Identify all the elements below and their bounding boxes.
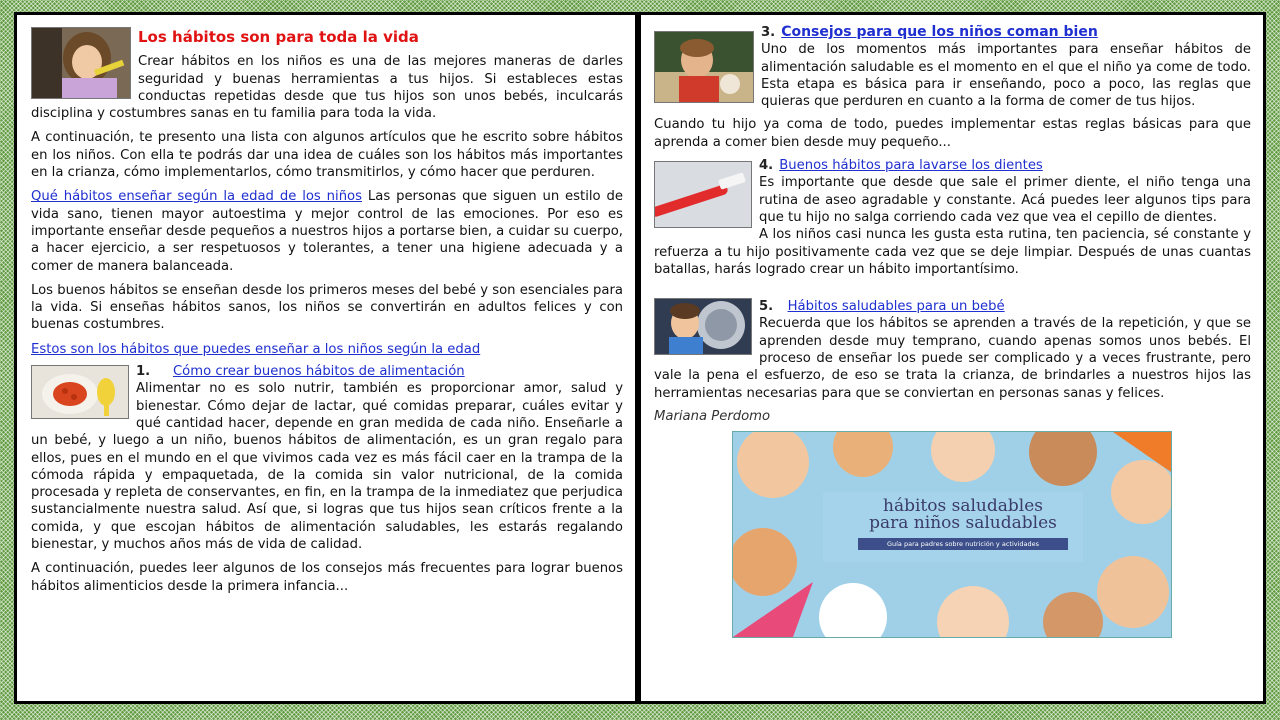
right-panel xyxy=(641,15,1263,701)
book-title-line-2: para niños saludables xyxy=(869,513,1057,534)
intro-paragraph: Crear hábitos en los niños es una de las mejores maneras de darles seguridad y buenas herramientas a tus hijos. Si estableces estas conductas repetidas desde que tus hijos son unos bebés, inculcarás disciplina y costumbres sanas en tu familia para toda la vida. xyxy=(31,54,623,122)
girl-photo xyxy=(31,27,131,99)
child-eating-photo xyxy=(654,31,754,103)
item-1-text: Alimentar no es solo nutrir, también es proporcionar amor, salud y bienestar. Cómo dejar de lactar, qué comidas preparar, cuáles evitar y qué cantidad hacer, depende en gran medida de cada niño. Enseñarle a un bebé, y luego a un niño, buenos hábitos de alimentación, es un gran regalo para ellos, pues en el mundo en el que vivimos cada vez es más fácil caer en la trampa de la cómoda rápida y empaquetada, de la comida sin valor nutricional, de la comida procesada y repleta de conservantes, en fin, en la trampa de la inmediatez que perjudica sustancialmente nuestra salud. Así que, si logras que tus hijos sean críticos frente a la comida, y que escojan hábitos de alimentación saludables, les estarás regalando bienestar, y muchos años más de vida de calidad. xyxy=(31,381,623,553)
item-4-text: Es importante que desde que sale el primer diente, el niño tenga una rutina de aseo agradable y constante. Acá puedes leer algunos tips para que tu hijo no salga corriendo cada vez que vea el cepillo de dientes. xyxy=(759,175,1251,225)
book-title xyxy=(843,498,1083,532)
toothbrush-photo xyxy=(654,161,752,228)
habits-by-age-paragraph xyxy=(31,188,623,274)
author-name: Mariana Perdomo xyxy=(654,408,771,424)
article-title: Los hábitos son para toda la vida xyxy=(138,28,419,46)
book-title-line-1: hábitos saludables xyxy=(883,496,1043,517)
habits-age-link-paragraph xyxy=(31,341,623,358)
page-frame xyxy=(14,12,1266,704)
book-cover-image xyxy=(732,431,1172,638)
item-3-text-2: Cuando tu hijo ya coma de todo, puedes implementar estas reglas básicas para que aprenda a comer bien desde muy pequeño... xyxy=(654,117,1251,150)
closing-paragraph: A continuación, puedes leer algunos de los consejos más frecuentes para lograr buenos hábitos alimenticios desde la primera infancia... xyxy=(31,561,623,594)
habits-by-age-link-2[interactable]: Estos son los hábitos que puedes enseñar a los niños según la edad xyxy=(31,341,481,357)
book-subtitle: Guía para padres sobre nutrición y actividades xyxy=(858,538,1068,550)
good-habits-paragraph: Los buenos hábitos se enseñan desde los primeros meses del bebé y son esenciales para la vida. Si enseñas hábitos sanos, los niños se convertirán en adultos felices y con buenas costumbres. xyxy=(31,282,623,333)
left-panel xyxy=(17,15,635,701)
item-3-number: 3. xyxy=(761,25,776,40)
habits-by-age-link[interactable]: Qué hábitos enseñar según la edad de los niños xyxy=(31,189,362,205)
item-4-link[interactable]: Buenos hábitos para lavarse los dientes xyxy=(779,158,1043,174)
baby-photo xyxy=(654,298,752,355)
food-photo xyxy=(31,365,129,419)
item-3-text: Uno de los momentos más importantes para enseñar hábitos de alimentación saludable es el momento en el que el niño ya come de todo. Esta etapa es básica para ir enseñando, poco a poco, las reglas que quieras que perduren en cuanto a la forma de comer de tus hijos. xyxy=(761,42,1251,110)
item-5-link[interactable]: Hábitos saludables para un bebé xyxy=(787,299,1005,315)
item-4-number: 4. xyxy=(759,158,774,174)
item-5-text: Recuerda que los hábitos se aprenden a través de la repetición, y que se aprenden desde muy temprano, cuando apenas somos unos bebés. El proceso de enseñar los puede ser complicado y a veces frustrante, pero vale la pena el esfuerzo, de eso se trata la crianza, de brindarles a nuestros hijos las herramientas necesarias para que se conviertan en personas sanas y felices. xyxy=(654,316,1251,401)
item-5-number: 5. xyxy=(759,299,774,315)
item-4-text-2: A los niños casi nunca les gusta esta rutina, ten paciencia, sé constante y refuerza a tu hijo positivamente cada vez que se deje limpiar. Después de unas cuantas batallas, harás logrado crear un hábito importantísimo. xyxy=(654,227,1251,277)
list-intro-paragraph: A continuación, te presento una lista con algunos artículos que he escrito sobre hábitos en los niños. Con ella te podrás dar una idea de cuáles son los hábitos más importantes en la crianza, cómo implementarlos, cómo transmitirlos, y cómo hacer que perduren. xyxy=(31,130,623,181)
item-1-number: 1. xyxy=(136,364,151,380)
habits-by-age-text: Las personas que siguen un estilo de vida sano, tienen mayor autoestima y mejor control de las emociones. Por eso es importante enseñar desde pequeños a nuestros hijos a portarse bien, a cuidar su cuerpo, a hacer ejercicio, a ser respetuosos y tolerantes, a tener una higiene adecuada y a comer de manera balanceada. xyxy=(31,189,623,274)
item-3-link[interactable]: Consejos para que los niños coman bien xyxy=(781,24,1098,40)
item-1-link[interactable]: Cómo crear buenos hábitos de alimentación xyxy=(172,364,465,380)
